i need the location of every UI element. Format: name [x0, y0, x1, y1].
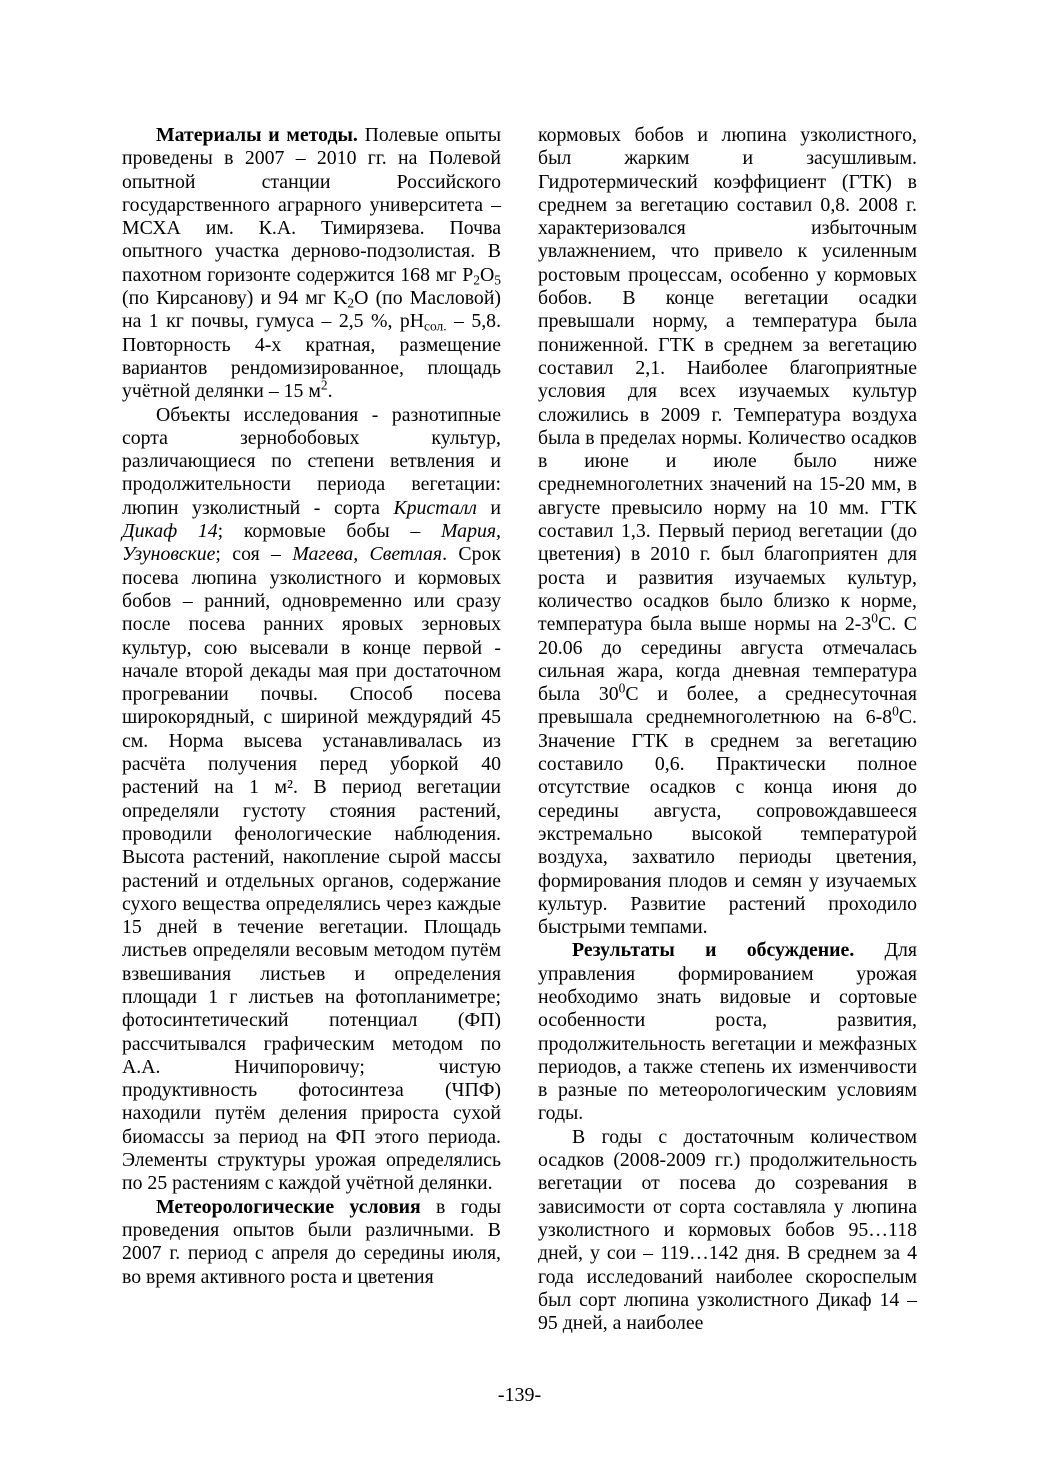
paragraph-results-discussion: Результаты и обсуждение. Для управления формированием урожая необходимо знать видовые и сортовые особенности роста, развития, продолжительность вегетации и межфазных периодов, а также степень их изменчивости в разные по метеорологическим условиям годы. — [538, 939, 917, 1125]
heading-results-discussion: Результаты и обсуждение. — [572, 939, 855, 962]
paragraph-meteorological-continued: кормовых бобов и люпина узколистного, был жарким и засушливым. Гидротермический коэффициент (ГТК) в среднем за вегетацию составил 0,8. 2008 г. характеризовался избыточным увлажнением, что привело к усиленным ростовым процессам, особенно у кормовых бобов. В конце вегетации осадки превышали норму, а температура была пониженной. ГТК в среднем за вегетацию составил 2,1. Наиболее благоприятные условия для всех изучаемых культур сложились в 2009 г. Температура воздуха была в пределах нормы. Количество осадков в июне и июле было ниже среднемноголетних значений на 15-20 мм, в августе превысило норму на 10 мм. ГТК составил 1,3. Первый период вегетации (до цветения) в 2010 г. был благоприятен для роста и развития изучаемых культур, количество осадков было близко к норме, температура была выше нормы на $2-3^0С$. С 20.06 до середины августа отмечалась сильная жара, когда дневная температура была $30^0С$ и более, а среднесуточная превышала среднемноголетнюю на $6-8^0С$. Значение ГТК в среднем за вегетацию составило 0,6. Практически полное отсутствие осадков с конца июня до середины августа, сопровождавшееся экстремально высокой температурой воздуха, захватило периоды цветения, формирования плодов и семян у изучаемых культур. Развитие растений проходило быстрыми темпами. — [538, 124, 918, 939]
page-number: -139- — [497, 1384, 542, 1406]
heading-materials-methods: Материалы и методы. — [156, 124, 358, 146]
right-column — [538, 124, 917, 1335]
paragraph-vegetation-duration: В годы с достаточным количеством осадков (2008-2009 гг.) продолжительность вегетации от посева до созревания в зависимости от сорта составляла у люпина узколистного и кормовых бобов 95…118 дней, у сои – 119…142 дня. В среднем за 4 года исследований наиболее скороспелым был сорт люпина узколистного Дикаф 14 – 95 дней, а наиболее — [538, 1125, 917, 1335]
left-column — [122, 124, 501, 1289]
paragraph-research-objects: Объекты исследования - разнотипные сорта зернобобовых культур, различающиеся по степени ветвления и продолжительности периода вегетации: люпин узколистный - сорта Кристалл и Дикаф 14; кормовые бобы – Мария, Узуновские; соя – Магева, Светлая. Срок посева люпина узколистного и кормовых бобов – ранний, одновременно или сразу после посева ранних яровых зерновых культур, сою высевали в конце первой - начале второй декады мая при достаточном прогревании почвы. Способ посева широкорядный, с шириной междурядий 45 см. Норма высева устанавливалась из расчёта получения перед уборкой 40 растений на 1 м². В период вегетации определяли густоту стояния растений, проводили фенологические наблюдения. Высота растений, накопление сырой массы растений и отдельных органов, содержание сухого вещества определялись через каждые 15 дней в течение вегетации. Площадь листьев определяли весовым методом путём взвешивания листьев и определения площади 1 г листьев на фотопланиметре; фотосинтетический потенциал (ФП) рассчитывался графическим методом по А.А. Ничипоровичу; чистую продуктивность фотосинтеза (ЧПФ) находили путём деления прироста сухой биомассы за период на ФП этого периода. Элементы структуры урожая определялись по 25 растениям с каждой учётной делянки. — [122, 403, 501, 1195]
paragraph-materials-methods: Материалы и методы. Полевые опыты проведены в 2007 – 2010 гг. на Полевой опытной станции Российского государственного аграрного университета – МСХА им. К.А. Тимирязева. Почва опытного участка дерново-подзолистая. В пахотном горизонте содержится 168 мг $P_2O_5$ (по Кирсанову) и 94 мг $K_2O$ (по Масловой) на 1 кг почвы, гумуса – 2,5 %, $pH_{сол.} - 5,8$. Повторность 4-х кратная, размещение вариантов рендомизированное, площадь учётной делянки – 15 $м^2$. — [122, 124, 502, 403]
heading-meteorological-conditions: Метеорологические условия — [156, 1195, 421, 1218]
paragraph-meteorological-conditions: Метеорологические условия в годы проведения опытов были различными. В 2007 г. период с апреля до середины июля, во время активного роста и цветения — [122, 1195, 501, 1288]
